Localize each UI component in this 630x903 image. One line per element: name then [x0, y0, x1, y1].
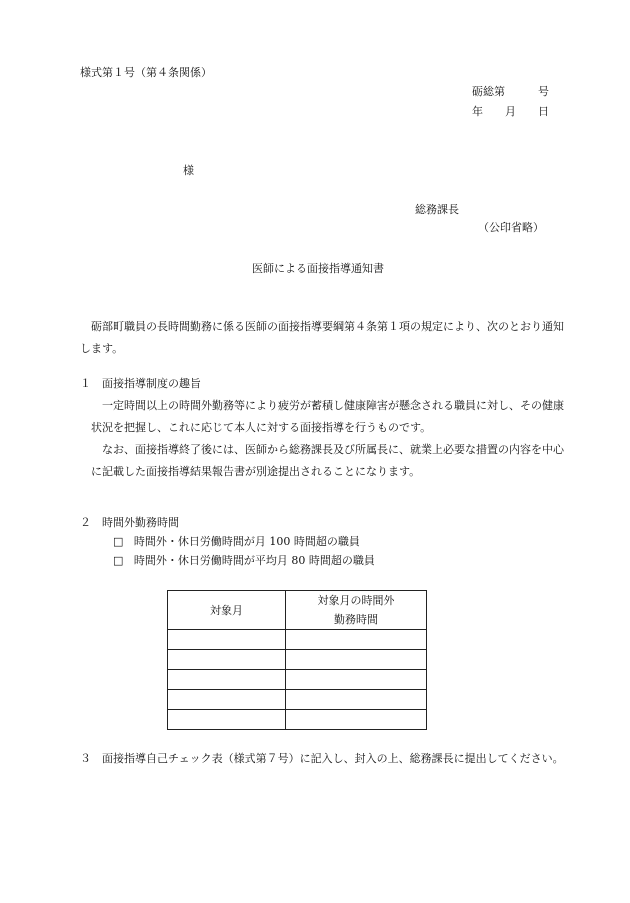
form-id: 様式第１号（第４条関係） — [80, 66, 212, 79]
section-1 — [80, 373, 570, 483]
doc-number: 砺総第 号 — [472, 85, 549, 98]
table-cell[interactable] — [168, 710, 286, 730]
issue-date: 年 月 日 — [472, 105, 549, 118]
intro-text: 砺部町職員の長時間勤務に係る医師の面接指導要綱第４条第１項の規定により、次のとおり通知します。 — [80, 320, 564, 355]
table-row — [168, 630, 427, 650]
table-cell[interactable] — [286, 690, 427, 710]
section-1-paragraph-2: なお、面接指導終了後には、医師から総務課長及び所属長に、就業上必要な措置の内容を中心に記載した面接指導結果報告書が別途提出されることになります。 — [91, 443, 564, 478]
table-row — [168, 670, 427, 690]
table-cell[interactable] — [168, 690, 286, 710]
checkbox-row-2 — [113, 555, 375, 566]
table-cell[interactable] — [168, 670, 286, 690]
sender-title: 総務課長 — [415, 203, 459, 216]
recipient-honorific: 様 — [183, 164, 194, 177]
section-1-paragraph-1: 一定時間以上の時間外勤務等により疲労が蓄積し健康障害が懸念される職員に対し、その健康状況を把握し、これに応じて本人に対する面接指導を行うものです。 — [91, 399, 564, 434]
section-3 — [80, 748, 570, 770]
table-cell[interactable] — [286, 710, 427, 730]
overtime-table — [167, 590, 427, 730]
section-1-heading: １ 面接指導制度の趣旨 — [80, 377, 201, 390]
table-cell[interactable] — [286, 670, 427, 690]
table-row — [168, 650, 427, 670]
checkbox-1-label: 時間外・休日労働時間が月 100 時間超の職員 — [133, 535, 360, 548]
checkbox-1[interactable]: □ — [113, 535, 124, 548]
table-cell[interactable] — [168, 630, 286, 650]
header-overtime-hours: 対象月の時間外 勤務時間 — [286, 591, 427, 630]
seal-omitted: （公印省略） — [478, 221, 544, 234]
table-header-row — [168, 591, 427, 630]
table-row — [168, 690, 427, 710]
intro-paragraph — [80, 316, 570, 360]
table-cell[interactable] — [286, 630, 427, 650]
checkbox-2-label: 時間外・休日労働時間が平均月 80 時間超の職員 — [133, 554, 375, 567]
table-cell[interactable] — [286, 650, 427, 670]
table-row — [168, 710, 427, 730]
section-2-heading: ２ 時間外勤務時間 — [80, 516, 179, 529]
document-title: 医師による面接指導通知書 — [252, 262, 384, 275]
checkbox-2[interactable]: □ — [113, 554, 124, 567]
section-3-heading: ３ 面接指導自己チェック表（様式第７号）に記入し、封入の上、総務課長に提出してください。 — [80, 752, 564, 765]
checkbox-row-1 — [113, 536, 360, 547]
table-cell[interactable] — [168, 650, 286, 670]
header-target-month: 対象月 — [168, 591, 286, 630]
